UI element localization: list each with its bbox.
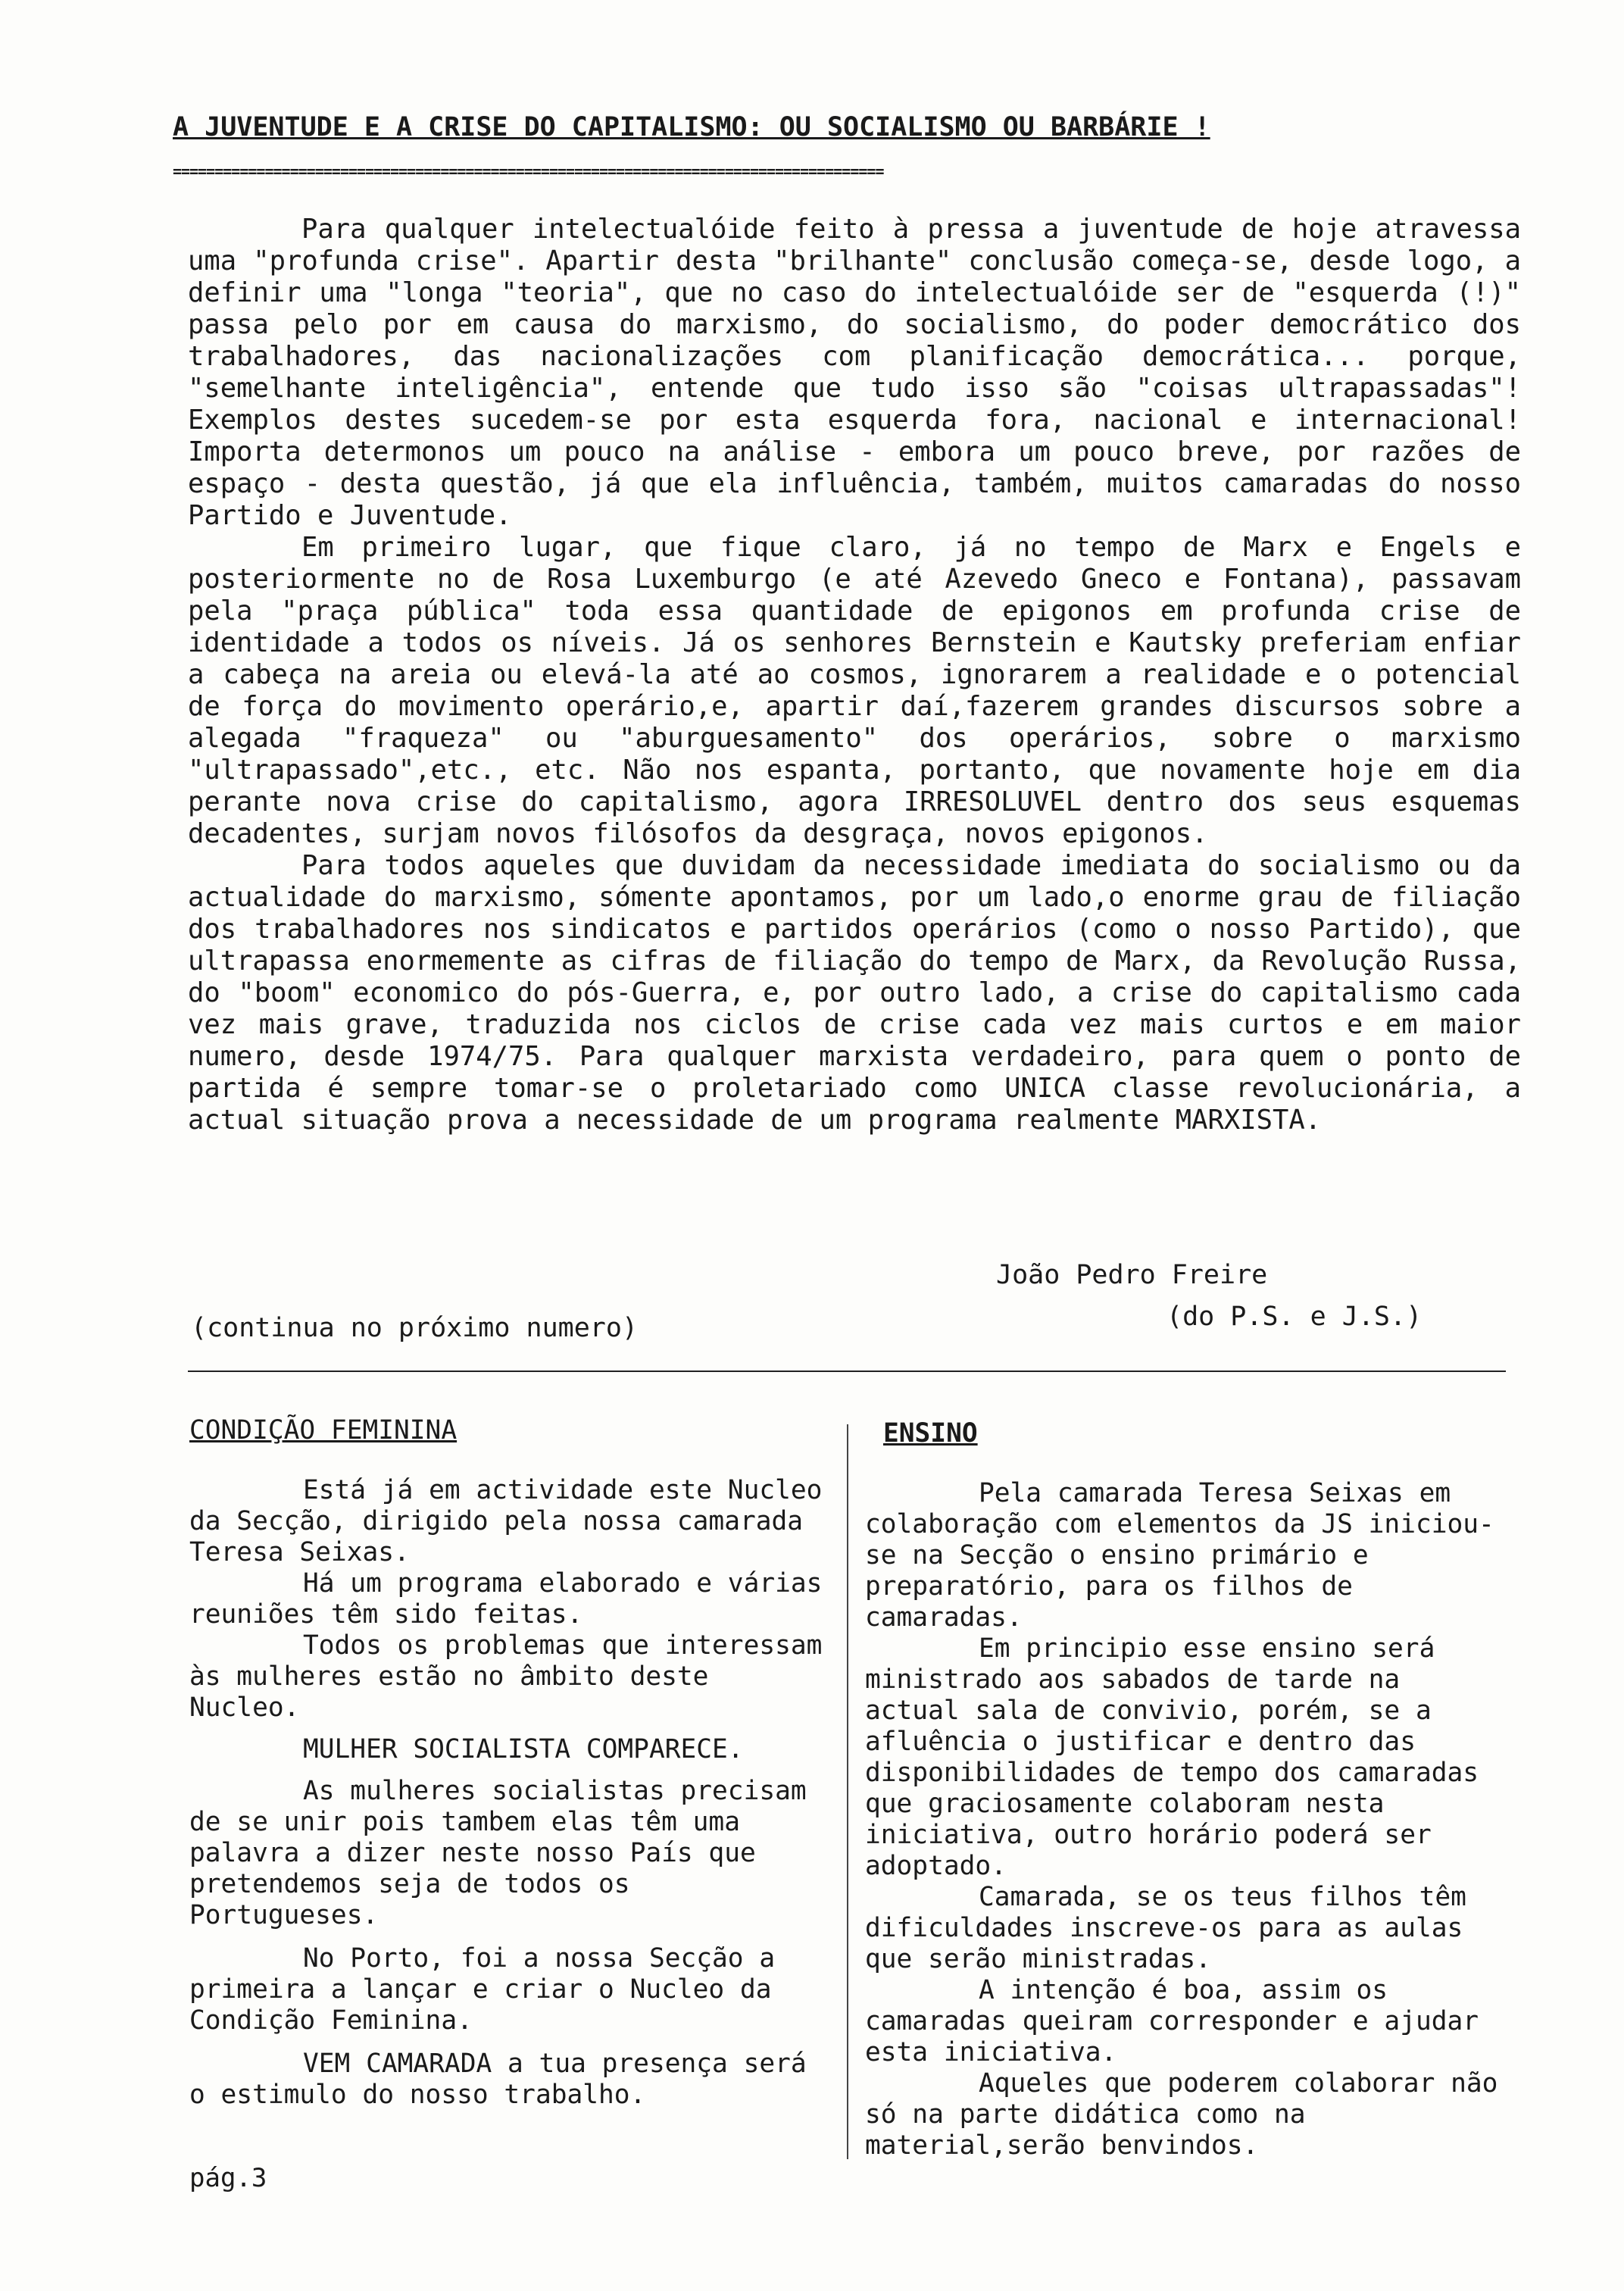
- column-paragraph: Todos os problemas que interessam às mulheres estão no âmbito deste Nucleo.: [189, 1630, 823, 1723]
- article-paragraph: Para todos aqueles que duvidam da necessidade imediata do socialismo ou da actualidade do marxismo, sómente apontamos, por um lado,o enorme grau de filiação dos trabalhadores nos sindicatos e partidos operários (como o nosso Partido), que ultrapassa enormemente as cifras de filiação do tempo de Marx, da Revolução Russa, do "boom" economico do pós-Guerra, e, por outro lado, a crise do capitalismo cada vez mais grave, traduzida nos ciclos de crise cada vez mais curtos e em maior numero, desde 1974/75. Para qualquer marxista verdadeiro, para quem o ponto de partida é sempre tomar-se o proletariado como UNICA classe revolucionária, a actual situação prova a necessidade de um programa realmente MARXISTA.: [188, 850, 1521, 1136]
- article-author: João Pedro Freire: [996, 1260, 1268, 1290]
- column-paragraph: Camarada, se os teus filhos têm dificuldades inscreve-os para as aulas que serão ministradas.: [865, 1882, 1466, 1974]
- column-paragraph: VEM CAMARADA a tua presença será o estimulo do nosso trabalho.: [189, 2049, 807, 2110]
- slogan: MULHER SOCIALISTA COMPARECE.: [303, 1734, 744, 1764]
- continues-note: (continua no próximo numero): [191, 1313, 639, 1343]
- section-divider: [188, 1371, 1506, 1372]
- column-paragraph: Está já em actividade este Nucleo da Secção, dirigido pela nossa camarada Teresa Seixas.: [189, 1475, 823, 1567]
- section-title-ensino: ENSINO: [883, 1418, 978, 1449]
- article-title: A JUVENTUDE E A CRISE DO CAPITALISMO: OU SOCIALISMO OU BARBÁRIE !: [173, 112, 1210, 142]
- column-paragraph: As mulheres socialistas precisam de se unir pois tambem elas têm uma palavra a dizer neste nosso País que pretendemos seja de todos os Portugueses.: [189, 1776, 807, 1930]
- condicao-feminina-column: [189, 1415, 833, 2111]
- column-paragraph: Há um programa elaborado e várias reuniões têm sido feitas.: [189, 1568, 823, 1630]
- article-body: [188, 214, 1521, 1136]
- column-paragraph: No Porto, foi a nossa Secção a primeira a lançar e criar o Nucleo da Condição Feminina.: [189, 1943, 776, 2036]
- page-number: pág.3: [189, 2163, 267, 2193]
- column-paragraph: Aqueles que poderem colaborar não só na parte didática como na material,serão benvindos.: [865, 2068, 1498, 2161]
- column-paragraph: Pela camarada Teresa Seixas em colaboração com elementos da JS iniciou-se na Secção o ensino primário e preparatório, para os filhos de camaradas.: [865, 1478, 1494, 1633]
- title-underline-rule: =====================================================================================: [173, 162, 884, 180]
- article-paragraph: Para qualquer intelectualóide feito à pressa a juventude de hoje atravessa uma "profunda crise". Apartir desta "brilhante" conclusão começa-se, desde logo, a definir uma "longa "teoria", que no caso do intelectualóide ser de "esquerda (!)" passa pelo por em causa do marxismo, do socialismo, do poder democrático dos trabalhadores, das nacionalizações com planificação democrática... porque, "semelhante inteligência", entende que tudo isso são "coisas ultrapassadas"! Exemplos destes sucedem-se por esta esquerda fora, nacional e internacional! Importa determonos um pouco na análise - embora um pouco breve, por razões de espaço - desta questão, já que ela influência, também, muitos camaradas do nosso Partido e Juventude.: [188, 214, 1521, 531]
- column-divider: [847, 1424, 848, 2159]
- column-paragraph: A intenção é boa, assim os camaradas queiram corresponder e ajudar esta iniciativa.: [865, 1975, 1479, 2068]
- column-paragraph: Em principio esse ensino será ministrado aos sabados de tarde na actual sala de convivio, porém, se a afluência o justificar e dentro das disponibilidades de tempo dos camaradas que graciosamente colaboram nesta iniciativa, outro horário poderá ser adoptado.: [865, 1633, 1479, 1881]
- author-affiliation: (do P.S. e J.S.): [1166, 1302, 1423, 1332]
- section-title-condicao-feminina: CONDIÇÃO FEMININA: [189, 1415, 458, 1446]
- ensino-column: [865, 1418, 1501, 2161]
- article-paragraph: Em primeiro lugar, que fique claro, já no tempo de Marx e Engels e posteriormente no de Rosa Luxemburgo (e até Azevedo Gneco e Fontana), passavam pela "praça pública" toda essa quantidade de epigonos em profunda crise de identidade a todos os níveis. Já os senhores Bernstein e Kautsky preferiam enfiar a cabeça na areia ou elevá-la até ao cosmos, ignorarem a realidade e o potencial de força do movimento operário,e, apartir daí,fazerem grandes discursos sobre a alegada "fraqueza" ou "aburguesamento" dos operários, sobre o marxismo "ultrapassado",etc., etc. Não nos espanta, portanto, que novamente hoje em dia perante nova crise do capitalismo, agora IRRESOLUVEL dentro dos seus esquemas decadentes, surjam novos filósofos da desgraça, novos epigonos.: [188, 532, 1521, 849]
